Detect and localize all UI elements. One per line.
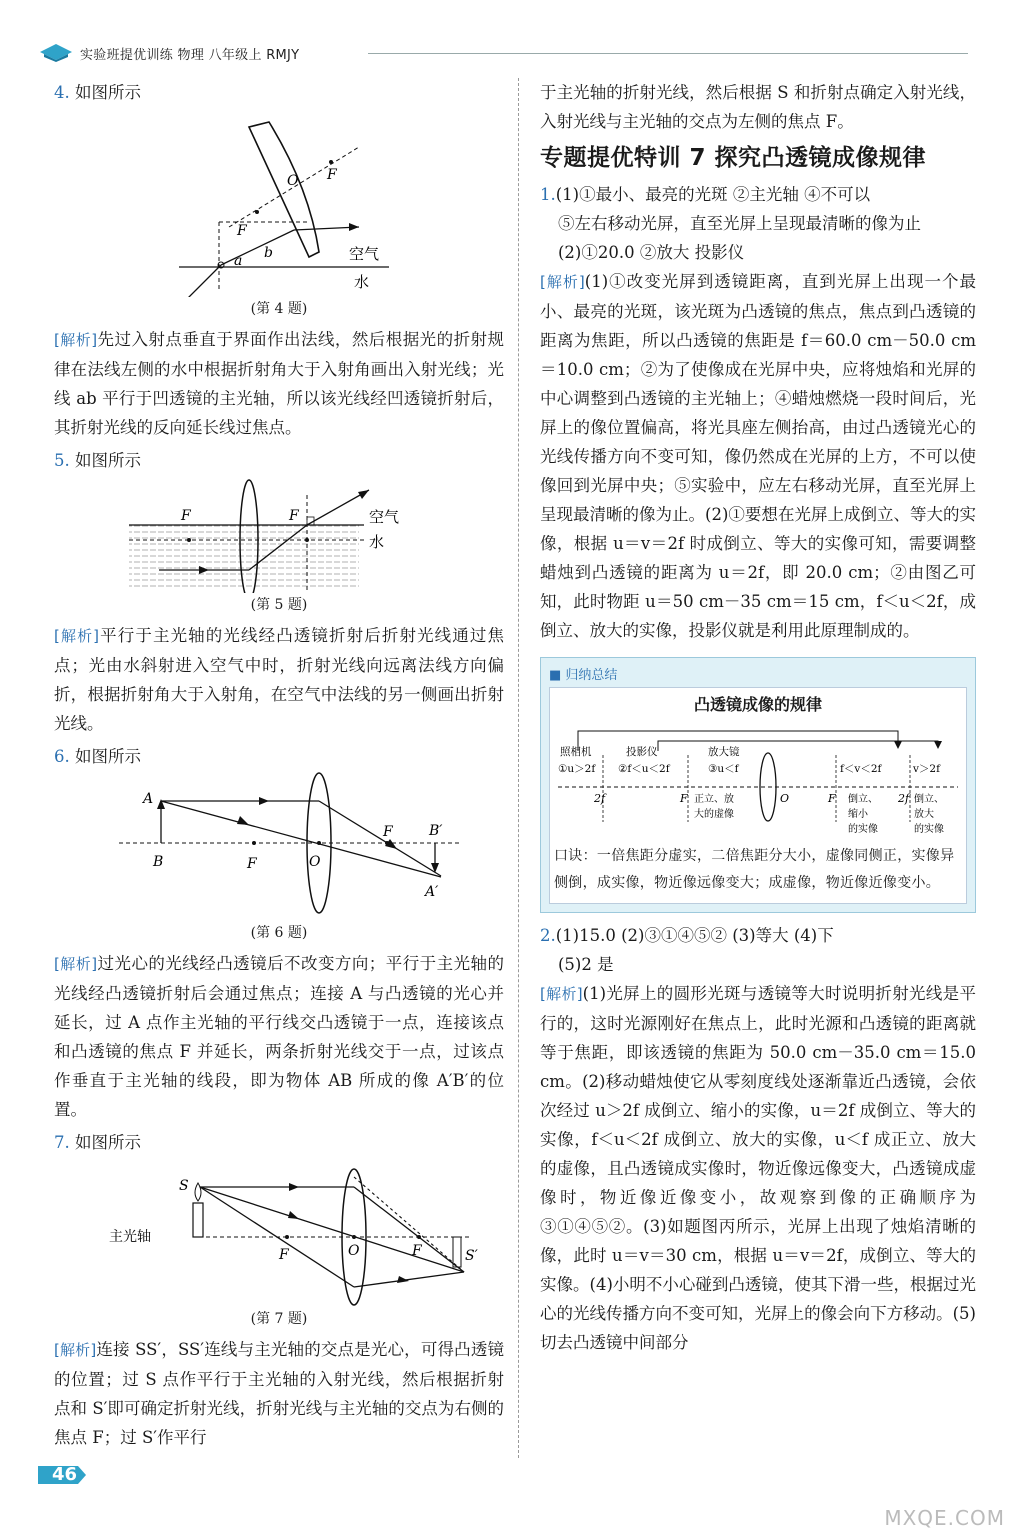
diagram-n3c: 的实像 — [914, 824, 944, 835]
q7-continuation: 于主光轴的折射光线，然后根据 S 和折射点确定入射光线，入射光线与主光轴的交点为左侧的焦点 F。 — [540, 83, 976, 131]
q6-heading — [54, 742, 504, 771]
page-number: 46 — [52, 1464, 78, 1485]
q7-analysis-tag: [解析] — [54, 1341, 97, 1359]
q7-label-F1: F — [279, 1247, 289, 1263]
q7-figure — [69, 1157, 489, 1307]
q6-label-A2: A′ — [425, 884, 439, 900]
page-number-badge — [38, 1462, 86, 1488]
section-title: 专题提优特训 7 探究凸透镜成像规律 — [540, 145, 927, 171]
right-column — [540, 78, 976, 1357]
a1-analysis-text: (1)①改变光屏到透镜距离，直到光屏上出现一个最小、最亮的光斑，该光斑为凸透镜的焦点，焦点到凸透镜的距离为焦距，所以凸透镜的焦距是 f＝60.0 cm－50.0 cm＝10.0 cm；②为了使像成在光屏中央，应将烛焰和光屏的中心调整到凸透镜的主光轴上；④蜡烛燃烧一段时间后，光屏上的像位置偏高，将光具座左侧抬高，由过凸透镜光心的光线传播方向不变可知，像仍然成在光屏的上方，不可以使像回到光屏中央；⑤实验中，应左右移动光屏，直至光屏上呈现最清晰的像为止。(2)①要想在光屏上成倒立、等大的实像，根据 u＝v＝2f 时成倒立、等大的实像可知，需要调整蜡烛到凸透镜的距离为 u＝2f，即 20.0 cm；②由图乙可知，此时物距 u＝50 cm－35 cm＝15 cm，f＜u＜2f，成倒立、放大的实像，投影仪就是利用此原理制成的。 — [540, 272, 976, 640]
summary-verse: 口诀：一倍焦距分虚实，二倍焦距分大小，虚像同侧正，实像异侧倒，成实像，物近像远像变大；成虚像，物近像近像变小。 — [554, 848, 955, 891]
diagram-c3b: ③u＜f — [708, 763, 739, 775]
q5-head: 如图所示 — [75, 451, 141, 470]
a2-line2: (5)2 是 — [558, 955, 614, 974]
q7-analysis — [54, 1335, 504, 1452]
q4-label-b: b — [264, 245, 273, 261]
q5-label-F1: F — [181, 508, 191, 524]
diagram-n2c: 的实像 — [848, 824, 878, 835]
q4-label-water: 水 — [354, 273, 370, 291]
q6-label-O: O — [309, 854, 321, 870]
diagram-2f-right: 2f — [898, 792, 910, 805]
q7-caption: (第 7 题) — [250, 1311, 308, 1327]
diagram-F-left: F — [680, 792, 688, 805]
watermark: MXQE.COM — [884, 1506, 1005, 1530]
q6-label-F2: F — [383, 824, 393, 840]
a2-analysis-tag: [解析] — [540, 985, 583, 1003]
diagram-r2: v＞2f — [913, 763, 940, 775]
a2-analysis-text: (1)光屏上的圆形光斑与透镜等大时说明折射光线是平行的，这时光源刚好在焦点上，此时光源和凸透镜的距离就等于焦距，即该透镜的焦距为 50.0 cm－35.0 cm＝15.0 cm。(2)移动蜡烛使它从零刻度线处逐渐靠近凸透镜，会依次经过 u＞2f 成倒立、缩小的实像，u＝2f 成倒立、等大的实像，f＜u＜2f 成倒立、放大的实像，u＜f 成正立、放大的虚像，且凸透镜成实像时，物近像远像变大，凸透镜成虚像时，物近像近像变小，故观察到像的正确顺序为③①④⑤②。(3)如题图丙所示，光屏上出现了烛焰清晰的像，此时 u＝v＝30 cm，根据 u＝v＝2f，成倒立、等大的实像。(4)小明不小心碰到凸透镜，使其下滑一些，根据过光心的光线传播方向不变可知，光屏上的像会向下方移动。(5)切去凸透镜中间部分 — [540, 984, 976, 1352]
q6-head: 如图所示 — [75, 747, 141, 766]
left-column — [54, 78, 504, 1452]
diagram-n1b: 大的虚像 — [694, 809, 734, 820]
q5-analysis — [54, 621, 504, 738]
q4-analysis-text: 先过入射点垂直于界面作出法线，然后根据光的折射规律在法线左侧的水中根据折射角大于入射角画出入射光线；光线 ab 平行于凹透镜的主光轴，所以该光线经凹透镜折射后，其折射光线的反向延长线过焦点。 — [54, 330, 504, 437]
q5-heading — [54, 446, 504, 475]
book-logo-icon — [38, 42, 74, 62]
diagram-O: O — [780, 792, 790, 805]
q4-analysis — [54, 325, 504, 442]
q5-number: 5. — [54, 451, 70, 470]
summary-inner — [549, 687, 967, 904]
q6-label-F1: F — [247, 856, 257, 872]
column-divider — [518, 78, 519, 1458]
diagram-n1a: 正立、放 — [694, 794, 734, 805]
q6-analysis-tag: [解析] — [54, 955, 98, 973]
diagram-n2a: 倒立、 — [848, 794, 878, 805]
q5-figure — [129, 475, 429, 593]
q5-analysis-text: 平行于主光轴的光线经凸透镜折射后折射光线通过焦点；光由水斜射进入空气中时，折射光线向远离法线方向偏折，根据折射角大于入射角，在空气中法线的另一侧画出折射光线。 — [54, 626, 504, 733]
q5-label-air: 空气 — [369, 508, 400, 526]
summary-head-text: 归纳总结 — [565, 668, 618, 683]
q5-caption: (第 5 题) — [250, 597, 308, 613]
q4-caption: (第 4 题) — [250, 301, 308, 317]
diagram-n3a: 倒立、 — [914, 794, 944, 805]
diagram-c2b: ②f＜u＜2f — [618, 763, 670, 775]
a2-line1 — [540, 921, 976, 950]
q7-label-O: O — [348, 1243, 360, 1259]
summary-head: ■ 归纳总结 — [549, 668, 618, 683]
header-text: 实验班提优训练 物理 八年级上 RMJY — [80, 48, 300, 63]
q6-analysis-text: 过光心的光线经凸透镜后不改变方向；平行于主光轴的光线经凸透镜折射后会通过焦点；连接 A 与凸透镜的光心并延长，过 A 点作主光轴的平行线交凸透镜于一点，连接该点和凸透镜的焦点 F 并延长，两条折射光线交于一点，过该点作垂直于主光轴的线段，即为物体 AB 所成的像 A′B′的位置。 — [54, 954, 504, 1119]
q7-label-S: S — [179, 1178, 189, 1194]
a1-line1 — [540, 180, 976, 209]
header-rule — [368, 53, 968, 54]
summary-box — [540, 657, 976, 913]
diagram-c1: 照相机 — [560, 746, 592, 758]
diagram-c1b: ①u＞2f — [558, 763, 596, 775]
page-header — [38, 40, 968, 64]
diagram-c2: 投影仪 — [626, 746, 658, 758]
q6-figure — [79, 771, 479, 921]
q4-label-a: a — [234, 253, 243, 269]
a2-line1-text: (1)15.0 (2)③①④⑤② (3)等大 (4)下 — [555, 926, 834, 945]
diagram-F-right: F — [828, 792, 836, 805]
a1-number: 1. — [540, 185, 556, 204]
a2-number: 2. — [540, 926, 556, 945]
a1-line3: (2)①20.0 ②放大 投影仪 — [558, 243, 745, 262]
q5-label-F2: F — [289, 508, 299, 524]
a2-analysis — [540, 979, 976, 1357]
q7-number: 7. — [54, 1133, 70, 1152]
q6-label-B: B — [153, 854, 164, 870]
diagram-n2b: 缩小 — [848, 809, 868, 820]
q7-label-S2: S′ — [465, 1248, 478, 1264]
q6-caption: (第 6 题) — [250, 925, 308, 941]
q4-label-F1: F — [327, 167, 337, 183]
q7-label-F2: F — [412, 1243, 422, 1259]
q4-label-air: 空气 — [349, 245, 380, 263]
a1-line1-text: (1)①最小、最亮的光斑 ②主光轴 ④不可以 — [555, 185, 871, 204]
q7-head: 如图所示 — [75, 1133, 141, 1152]
diagram-r1: f＜v＜2f — [840, 763, 882, 775]
q6-label-A: A — [143, 791, 154, 807]
q4-head: 如图所示 — [75, 83, 141, 102]
summary-title: 凸透镜成像的规律 — [693, 695, 822, 714]
q5-label-water: 水 — [369, 533, 385, 551]
q5-analysis-tag: [解析] — [54, 627, 100, 645]
a1-line2: ⑤左右移动光屏，直至光屏上呈现最清晰的像为止 — [558, 214, 921, 233]
q4-number: 4. — [54, 83, 70, 102]
q7-heading — [54, 1128, 504, 1157]
q7-analysis-text: 连接 SS′，SS′连线与主光轴的交点是光心，可得凸透镜的位置；过 S 点作平行于主光轴的入射光线，然后根据折射点和 S′即可确定折射光线，折射光线与主光轴的交点为右侧的焦点 F；过 S′作平行 — [54, 1340, 504, 1447]
a1-analysis — [540, 267, 976, 645]
q4-figure — [159, 107, 399, 297]
q4-label-F2: F — [237, 223, 247, 239]
q6-analysis — [54, 949, 504, 1124]
lens-rule-diagram — [558, 717, 958, 839]
diagram-n3b: 放大 — [914, 809, 934, 820]
q4-heading — [54, 78, 504, 107]
q4-analysis-tag: [解析] — [54, 331, 98, 349]
q7-label-axis: 主光轴 — [109, 1229, 151, 1245]
q6-label-B2: B′ — [429, 823, 443, 839]
q6-number: 6. — [54, 747, 70, 766]
a1-analysis-tag: [解析] — [540, 273, 585, 291]
diagram-2f-left: 2f — [594, 792, 606, 805]
diagram-c3: 放大镜 — [708, 746, 740, 758]
q4-label-O: O — [287, 173, 299, 189]
